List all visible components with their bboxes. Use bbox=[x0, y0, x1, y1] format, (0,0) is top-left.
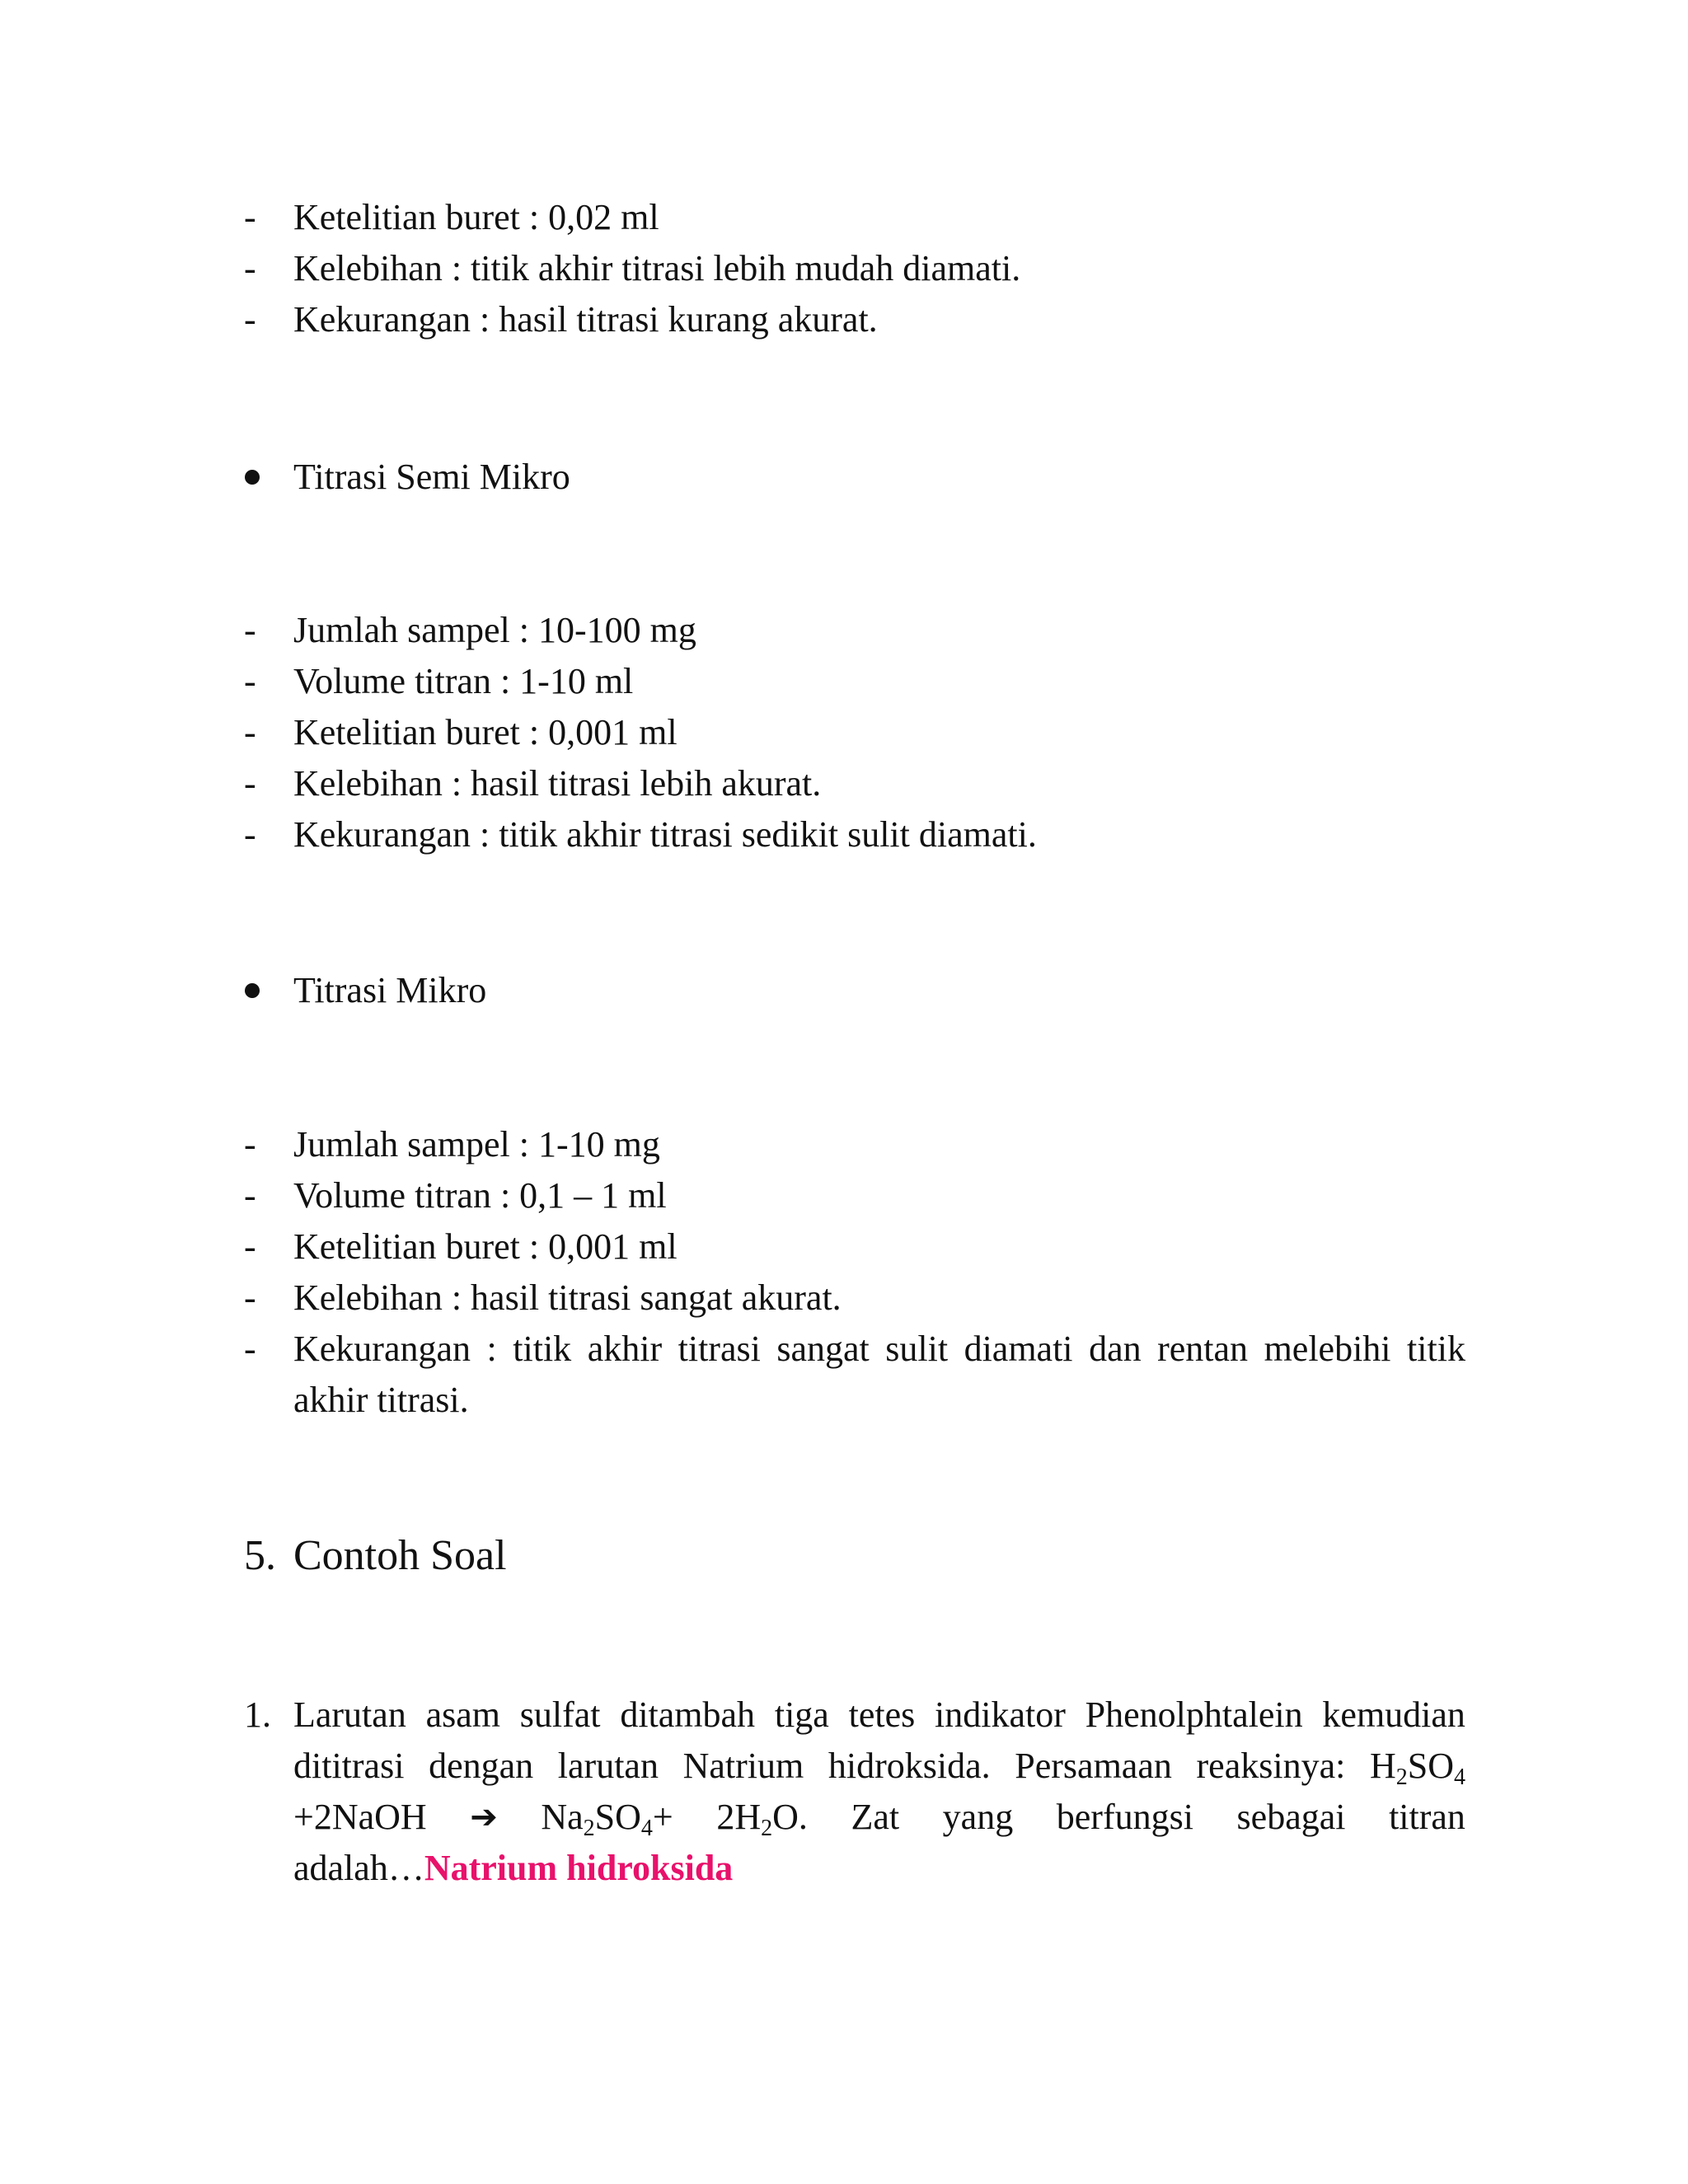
dash-marker: - bbox=[244, 299, 256, 340]
justified-line bbox=[293, 1324, 1465, 1375]
word: titik bbox=[513, 1329, 572, 1369]
section-title: Contoh Soal bbox=[293, 1532, 507, 1579]
dash-marker: - bbox=[244, 1124, 256, 1165]
answer-highlight: Natrium hidroksida bbox=[424, 1848, 734, 1888]
word: melebihi bbox=[1264, 1329, 1391, 1369]
word: reaksinya: bbox=[1196, 1746, 1346, 1786]
question-line-1 bbox=[293, 1690, 1465, 1741]
word: dengan bbox=[429, 1746, 534, 1786]
dash-marker: - bbox=[244, 712, 256, 752]
section-number: 5. bbox=[244, 1532, 276, 1579]
list-item-label: Kelebihan : hasil titrasi sangat akurat. bbox=[293, 1277, 842, 1318]
list-item-label: Ketelitian buret : 0,001 ml bbox=[293, 712, 678, 752]
word: diamati bbox=[964, 1329, 1073, 1369]
word: kemudian bbox=[1322, 1694, 1465, 1735]
word: sulfat bbox=[519, 1694, 601, 1735]
word: sebagai bbox=[1236, 1797, 1346, 1837]
question-prefix: adalah… bbox=[293, 1848, 424, 1888]
word: rentan bbox=[1157, 1329, 1249, 1369]
word: Larutan bbox=[293, 1694, 406, 1735]
word: tiga bbox=[774, 1694, 829, 1735]
dash-marker: - bbox=[244, 197, 256, 237]
dash-marker: - bbox=[244, 1277, 256, 1318]
word: berfungsi bbox=[1056, 1797, 1193, 1837]
word: dan bbox=[1089, 1329, 1142, 1369]
word: Kekurangan bbox=[293, 1329, 471, 1369]
question-line-3 bbox=[293, 1792, 1465, 1843]
word: ditambah bbox=[620, 1694, 756, 1735]
word: titik bbox=[1407, 1329, 1465, 1369]
dash-marker: - bbox=[244, 661, 256, 701]
bullet-title: Titrasi Mikro bbox=[293, 970, 487, 1010]
list-item-label: Ketelitian buret : 0,001 ml bbox=[293, 1226, 678, 1267]
question-line-4 bbox=[293, 1843, 1465, 1894]
dash-marker: - bbox=[244, 248, 256, 288]
dash-marker: - bbox=[244, 610, 256, 650]
bullet-icon bbox=[245, 983, 260, 998]
dash-marker: - bbox=[244, 763, 256, 804]
word: Phenolphtalein bbox=[1085, 1694, 1303, 1735]
dash-marker: - bbox=[244, 1329, 256, 1369]
word: Natrium bbox=[682, 1746, 804, 1786]
word: titran bbox=[1389, 1797, 1465, 1837]
word: indikator bbox=[935, 1694, 1066, 1735]
list-item-label: Kelebihan : hasil titrasi lebih akurat. bbox=[293, 763, 822, 804]
dash-marker: - bbox=[244, 1175, 256, 1216]
word: tetes bbox=[848, 1694, 916, 1735]
question-line-2 bbox=[293, 1741, 1465, 1792]
word: dititrasi bbox=[293, 1746, 405, 1786]
mikro-last-item-text bbox=[293, 1324, 1465, 1426]
dash-marker: - bbox=[244, 814, 256, 855]
list-item-label: Jumlah sampel : 10-100 mg bbox=[293, 610, 696, 650]
question-1-text bbox=[293, 1690, 1465, 1894]
formula-h2o: $2H_2O$. bbox=[716, 1797, 808, 1841]
word: yang bbox=[942, 1797, 1014, 1837]
continuation-line: akhir titrasi. bbox=[293, 1380, 469, 1420]
list-item-label: Volume titran : 1-10 ml bbox=[293, 661, 634, 701]
formula-naoh: +2NaOH bbox=[293, 1797, 427, 1837]
question-number: 1. bbox=[244, 1694, 271, 1735]
list-item-label: Jumlah sampel : 1-10 mg bbox=[293, 1124, 660, 1165]
word: hidroksida. bbox=[828, 1746, 991, 1786]
word: Persamaan bbox=[1015, 1746, 1172, 1786]
word: asam bbox=[425, 1694, 500, 1735]
bullet-icon bbox=[245, 470, 260, 485]
word: titrasi bbox=[678, 1329, 761, 1369]
word: larutan bbox=[557, 1746, 659, 1786]
word: Zat bbox=[851, 1797, 900, 1837]
word: : bbox=[486, 1329, 497, 1369]
word: sangat bbox=[776, 1329, 870, 1369]
list-item-label: Volume titran : 0,1 – 1 ml bbox=[293, 1175, 667, 1216]
list-item-label: Kekurangan : hasil titrasi kurang akurat. bbox=[293, 299, 878, 340]
formula-na2so4: $Na_2SO_4+$ bbox=[541, 1797, 673, 1841]
dash-marker: - bbox=[244, 1226, 256, 1267]
word: akhir bbox=[587, 1329, 663, 1369]
right-arrow-icon: ➔ bbox=[470, 1798, 498, 1836]
list-item-label: Kekurangan : titik akhir titrasi sedikit sulit diamati. bbox=[293, 814, 1037, 855]
word: sulit bbox=[885, 1329, 949, 1369]
bullet-title: Titrasi Semi Mikro bbox=[293, 457, 570, 497]
list-item-label: Ketelitian buret : 0,02 ml bbox=[293, 197, 659, 237]
formula-h2so4: $H_2SO_4$ bbox=[1369, 1746, 1465, 1790]
list-item-label: Kelebihan : titik akhir titrasi lebih mudah diamati. bbox=[293, 248, 1021, 288]
